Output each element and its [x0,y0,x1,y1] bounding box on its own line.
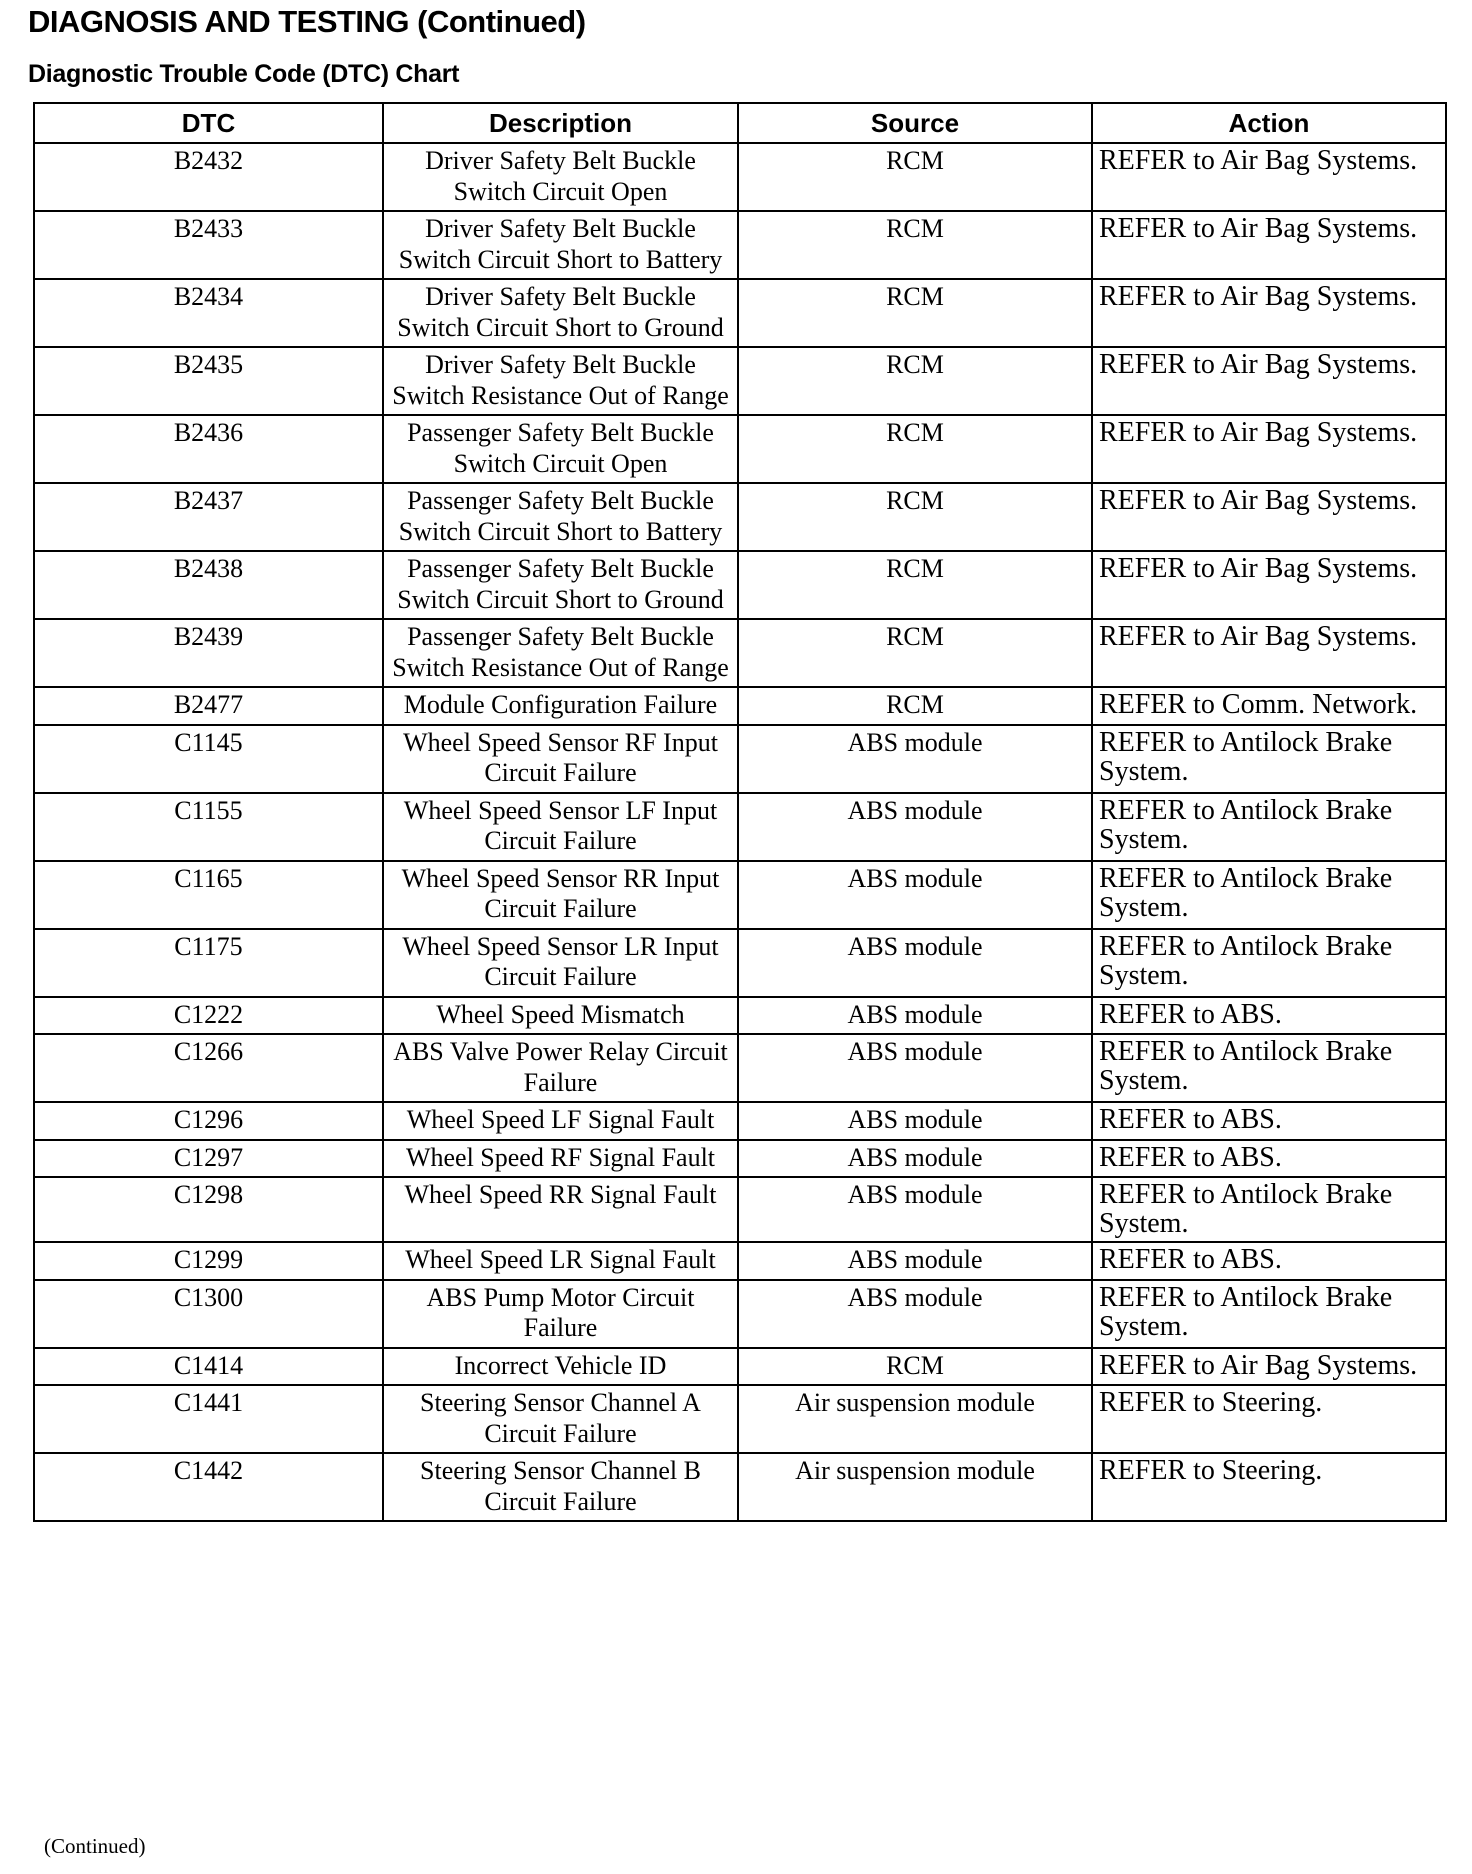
dtc-code-cell: C1298 [34,1177,383,1242]
action-cell: REFER to ABS. [1092,1102,1446,1140]
column-header-source: Source [738,103,1092,143]
dtc-code-cell: B2477 [34,687,383,725]
action-cell: REFER to Antilock Brake System. [1092,1280,1446,1348]
description-cell: Wheel Speed RR Signal Fault [383,1177,738,1242]
description-cell: Driver Safety Belt Buckle Switch Circuit Open [383,143,738,211]
description-cell: Wheel Speed LF Signal Fault [383,1102,738,1140]
dtc-code-cell: C1297 [34,1140,383,1178]
description-cell: Passenger Safety Belt Buckle Switch Circuit Open [383,415,738,483]
dtc-table [33,102,1447,1522]
dtc-code-cell: C1165 [34,861,383,929]
description-cell: Wheel Speed Sensor LF Input Circuit Failure [383,793,738,861]
description-cell: Wheel Speed RF Signal Fault [383,1140,738,1178]
dtc-code-cell: C1414 [34,1348,383,1386]
dtc-code-cell: C1296 [34,1102,383,1140]
source-cell: RCM [738,347,1092,415]
source-cell: RCM [738,279,1092,347]
source-cell: ABS module [738,1102,1092,1140]
dtc-code-cell: C1300 [34,1280,383,1348]
description-cell: Passenger Safety Belt Buckle Switch Circuit Short to Battery [383,483,738,551]
dtc-code-cell: C1442 [34,1453,383,1521]
action-cell: REFER to Antilock Brake System. [1092,725,1446,793]
table-row [34,483,1446,551]
action-cell: REFER to Air Bag Systems. [1092,483,1446,551]
source-cell: RCM [738,619,1092,687]
source-cell: ABS module [738,725,1092,793]
source-cell: RCM [738,687,1092,725]
dtc-code-cell: B2434 [34,279,383,347]
source-cell: RCM [738,143,1092,211]
table-row [34,1385,1446,1453]
description-cell: Module Configuration Failure [383,687,738,725]
table-header-row [34,103,1446,143]
table-row [34,1140,1446,1178]
table-row [34,1280,1446,1348]
table-row [34,725,1446,793]
table-row [34,143,1446,211]
dtc-code-cell: B2439 [34,619,383,687]
action-cell: REFER to Air Bag Systems. [1092,211,1446,279]
action-cell: REFER to ABS. [1092,997,1446,1035]
column-header-description: Description [383,103,738,143]
source-cell: ABS module [738,861,1092,929]
action-cell: REFER to Antilock Brake System. [1092,1177,1446,1242]
source-cell: ABS module [738,1177,1092,1242]
table-row [34,1177,1446,1242]
dtc-code-cell: C1299 [34,1242,383,1280]
dtc-code-cell: C1155 [34,793,383,861]
description-cell: Steering Sensor Channel A Circuit Failure [383,1385,738,1453]
table-row [34,347,1446,415]
action-cell: REFER to Antilock Brake System. [1092,793,1446,861]
table-row [34,619,1446,687]
dtc-code-cell: C1266 [34,1034,383,1102]
action-cell: REFER to Air Bag Systems. [1092,279,1446,347]
continued-note: (Continued) [44,1834,146,1858]
description-cell: Passenger Safety Belt Buckle Switch Circuit Short to Ground [383,551,738,619]
description-cell: Passenger Safety Belt Buckle Switch Resistance Out of Range [383,619,738,687]
dtc-code-cell: B2432 [34,143,383,211]
action-cell: REFER to Comm. Network. [1092,687,1446,725]
page-title: DIAGNOSIS AND TESTING (Continued) [28,4,586,39]
dtc-code-cell: B2433 [34,211,383,279]
source-cell: RCM [738,1348,1092,1386]
action-cell: REFER to Antilock Brake System. [1092,929,1446,997]
table-row [34,1348,1446,1386]
action-cell: REFER to Antilock Brake System. [1092,861,1446,929]
dtc-code-cell: C1222 [34,997,383,1035]
dtc-code-cell: C1175 [34,929,383,997]
source-cell: ABS module [738,1280,1092,1348]
source-cell: ABS module [738,793,1092,861]
action-cell: REFER to Steering. [1092,1453,1446,1521]
table-row [34,279,1446,347]
source-cell: RCM [738,483,1092,551]
column-header-dtc: DTC [34,103,383,143]
description-cell: Wheel Speed Mismatch [383,997,738,1035]
table-row [34,1453,1446,1521]
description-cell: Wheel Speed Sensor RR Input Circuit Failure [383,861,738,929]
action-cell: REFER to Air Bag Systems. [1092,143,1446,211]
table-row [34,861,1446,929]
table-row [34,687,1446,725]
dtc-code-cell: B2435 [34,347,383,415]
source-cell: Air suspension module [738,1453,1092,1521]
source-cell: ABS module [738,1140,1092,1178]
description-cell: Driver Safety Belt Buckle Switch Resistance Out of Range [383,347,738,415]
dtc-code-cell: B2438 [34,551,383,619]
source-cell: RCM [738,415,1092,483]
table-row [34,1102,1446,1140]
description-cell: Wheel Speed Sensor RF Input Circuit Failure [383,725,738,793]
dtc-code-cell: C1145 [34,725,383,793]
chart-title: Diagnostic Trouble Code (DTC) Chart [28,60,460,88]
source-cell: Air suspension module [738,1385,1092,1453]
action-cell: REFER to ABS. [1092,1140,1446,1178]
description-cell: Driver Safety Belt Buckle Switch Circuit Short to Ground [383,279,738,347]
description-cell: Incorrect Vehicle ID [383,1348,738,1386]
action-cell: REFER to ABS. [1092,1242,1446,1280]
action-cell: REFER to Air Bag Systems. [1092,347,1446,415]
description-cell: Driver Safety Belt Buckle Switch Circuit Short to Battery [383,211,738,279]
dtc-code-cell: C1441 [34,1385,383,1453]
source-cell: ABS module [738,929,1092,997]
table-row [34,793,1446,861]
description-cell: Steering Sensor Channel B Circuit Failure [383,1453,738,1521]
source-cell: RCM [738,551,1092,619]
column-header-action: Action [1092,103,1446,143]
dtc-code-cell: B2436 [34,415,383,483]
action-cell: REFER to Antilock Brake System. [1092,1034,1446,1102]
source-cell: ABS module [738,1034,1092,1102]
table-row [34,1242,1446,1280]
table-row [34,551,1446,619]
action-cell: REFER to Air Bag Systems. [1092,1348,1446,1386]
description-cell: Wheel Speed LR Signal Fault [383,1242,738,1280]
table-row [34,1034,1446,1102]
source-cell: RCM [738,211,1092,279]
description-cell: ABS Valve Power Relay Circuit Failure [383,1034,738,1102]
action-cell: REFER to Air Bag Systems. [1092,551,1446,619]
source-cell: ABS module [738,1242,1092,1280]
source-cell: ABS module [738,997,1092,1035]
dtc-code-cell: B2437 [34,483,383,551]
table-body [34,143,1446,1521]
action-cell: REFER to Air Bag Systems. [1092,415,1446,483]
table-row [34,997,1446,1035]
action-cell: REFER to Air Bag Systems. [1092,619,1446,687]
table-row [34,415,1446,483]
table-row [34,211,1446,279]
table-row [34,929,1446,997]
description-cell: ABS Pump Motor Circuit Failure [383,1280,738,1348]
action-cell: REFER to Steering. [1092,1385,1446,1453]
description-cell: Wheel Speed Sensor LR Input Circuit Failure [383,929,738,997]
